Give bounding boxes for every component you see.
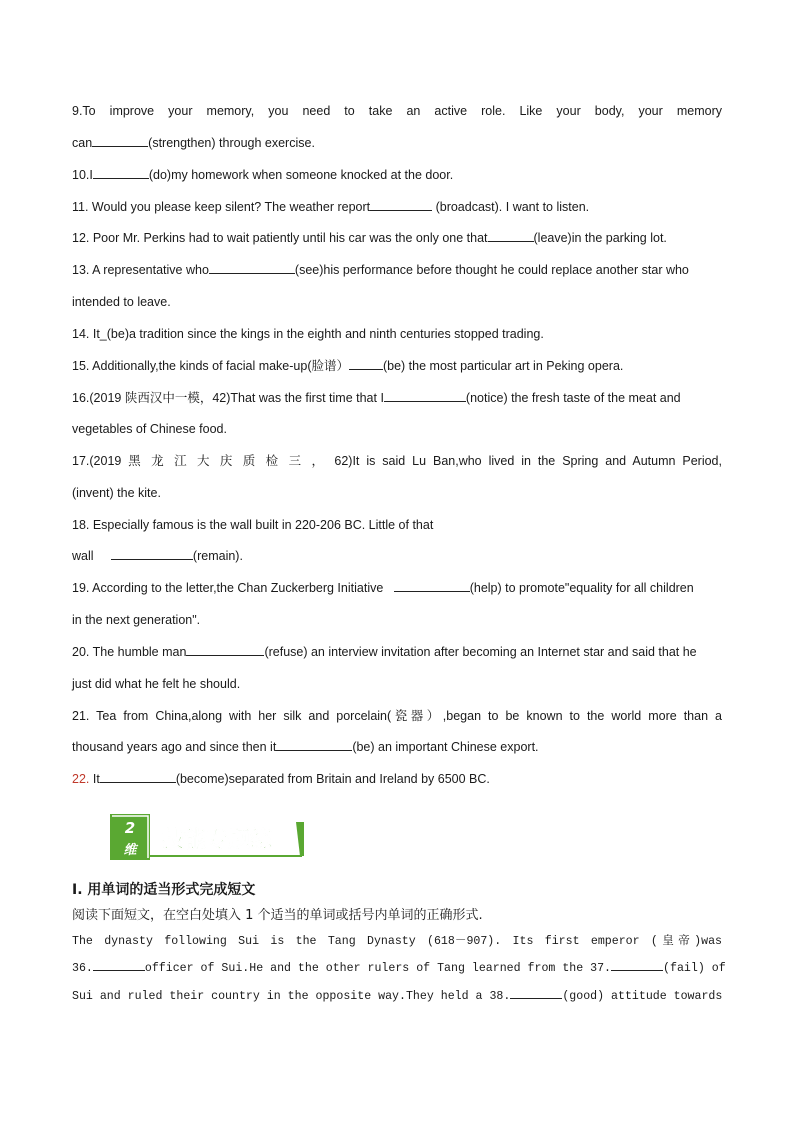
question-18-line-2 — [72, 540, 722, 572]
question-14: 14. It_(be)a tradition since the kings in the eighth and ninth centuries stopped trading. — [72, 327, 544, 341]
question-16-line-1 — [72, 382, 722, 414]
section-title: I. 用单词的适当形式完成短文 — [72, 882, 256, 898]
logo-corner — [296, 822, 304, 856]
answer-blank[interactable] — [111, 545, 193, 560]
question-12 — [72, 222, 722, 254]
section-logo — [110, 812, 306, 862]
answer-blank[interactable] — [93, 164, 149, 179]
question-13-line-2: intended to leave. — [72, 295, 171, 309]
question-text: (be) an important Chinese export. — [352, 740, 539, 754]
question-text: It — [89, 772, 100, 786]
question-17-line-1: 17.(2019 黑 龙 江 大 庆 质 检 三 ， 62)It is said Lu Ban,who lived in the Spring and Autumn Period, — [72, 454, 722, 468]
question-20-line-2: just did what he felt he should. — [72, 677, 241, 691]
answer-blank[interactable] — [349, 355, 383, 370]
question-15 — [72, 350, 722, 382]
question-21-line-1: 21. Tea from China,along with her silk and porcelain(瓷器）,began to be known to the world more than a — [72, 709, 722, 723]
question-text: (become)separated from Britain and Ireland by 6500 BC. — [175, 772, 490, 786]
question-text: (remain). — [192, 549, 243, 563]
passage-text: officer of Sui.He and the other rulers of Tang learned from the 37. — [144, 962, 612, 975]
question-text: (broadcast). I want to listen. — [432, 200, 590, 214]
question-20-line-1 — [72, 636, 722, 668]
answer-blank[interactable] — [384, 387, 466, 402]
question-text: (help) to promote"equality for all children — [469, 581, 694, 595]
question-19-line-2: in the next generation". — [72, 613, 201, 627]
question-text: 10.I — [72, 168, 93, 182]
answer-blank[interactable] — [370, 196, 432, 211]
answer-blank[interactable] — [488, 227, 534, 242]
question-text: (do)my homework when someone knocked at the door. — [148, 168, 454, 182]
question-text: wall — [72, 549, 94, 563]
section-instruction: 阅读下面短文，在空白处填入 1 个适当的单词或括号内单词的正确形式. — [72, 908, 483, 923]
answer-blank[interactable] — [394, 577, 470, 592]
question-13-line-1 — [72, 254, 722, 286]
question-21-line-2 — [72, 731, 722, 763]
answer-blank[interactable] — [100, 768, 176, 783]
answer-blank[interactable] — [92, 132, 148, 147]
question-text: 16.(2019 陕西汉中一模，42)That was the first time that I — [72, 391, 384, 405]
question-10 — [72, 159, 722, 191]
logo-badge-char: 维 — [123, 843, 137, 858]
answer-blank[interactable] — [186, 641, 264, 656]
question-text: 11. Would you please keep silent? The weather report — [72, 200, 371, 214]
passage-line-1: The dynasty following Sui is the Tang Dynasty (618－907). Its first emperor (皇帝)was — [72, 935, 722, 948]
question-9-line-2 — [72, 127, 722, 159]
question-9-line-1: 9.To improve your memory, you need to take an active role. Like your body, your memory — [72, 104, 722, 118]
answer-blank-38[interactable] — [510, 984, 562, 999]
question-text: (refuse) an interview invitation after becoming an Internet star and said that he — [264, 645, 697, 659]
question-text: (see)his performance before thought he could replace another star who — [294, 263, 689, 277]
answer-blank-37[interactable] — [611, 956, 663, 971]
question-text: (be) the most particular art in Peking opera. — [382, 359, 624, 373]
answer-blank[interactable] — [209, 259, 295, 274]
passage-text: 36. — [72, 962, 93, 975]
question-text: 20. The humble man — [72, 645, 187, 659]
question-text: 13. A representative who — [72, 263, 209, 277]
question-text: thousand years ago and since then it — [72, 740, 277, 754]
answer-blank[interactable] — [276, 736, 352, 751]
question-16-line-2: vegetables of Chinese food. — [72, 422, 227, 436]
question-text: (strengthen) through exercise. — [148, 136, 315, 150]
question-18-line-1: 18. Especially famous is the wall built in 220-206 BC. Little of that — [72, 518, 434, 532]
logo-title: 技能专题练 — [162, 828, 273, 853]
question-17-line-2: (invent) the kite. — [72, 486, 161, 500]
question-text: 12. Poor Mr. Perkins had to wait patiently until his car was the only one that — [72, 231, 488, 245]
question-text: 15. Additionally,the kinds of facial make-up(脸谱） — [72, 359, 349, 373]
question-text: (leave)in the parking lot. — [533, 231, 667, 245]
passage-line-2 — [72, 955, 726, 983]
passage-text: Sui and ruled their country in the opposite way.They held a 38. — [72, 990, 511, 1003]
passage-text: (fail) of — [663, 962, 726, 975]
question-19-line-1 — [72, 572, 722, 604]
question-text: (notice) the fresh taste of the meat and — [465, 391, 681, 405]
question-number: 22. — [72, 772, 90, 786]
logo-badge-number: 2 — [124, 819, 136, 837]
answer-blank-36[interactable] — [93, 956, 145, 971]
question-text: can — [72, 136, 93, 150]
question-text: 19. According to the letter,the Chan Zuckerberg Initiative — [72, 581, 384, 595]
passage-text: (good) attitude towards — [562, 990, 723, 1003]
passage-line-3 — [72, 983, 722, 1011]
question-11 — [72, 191, 722, 223]
question-22 — [72, 763, 722, 795]
